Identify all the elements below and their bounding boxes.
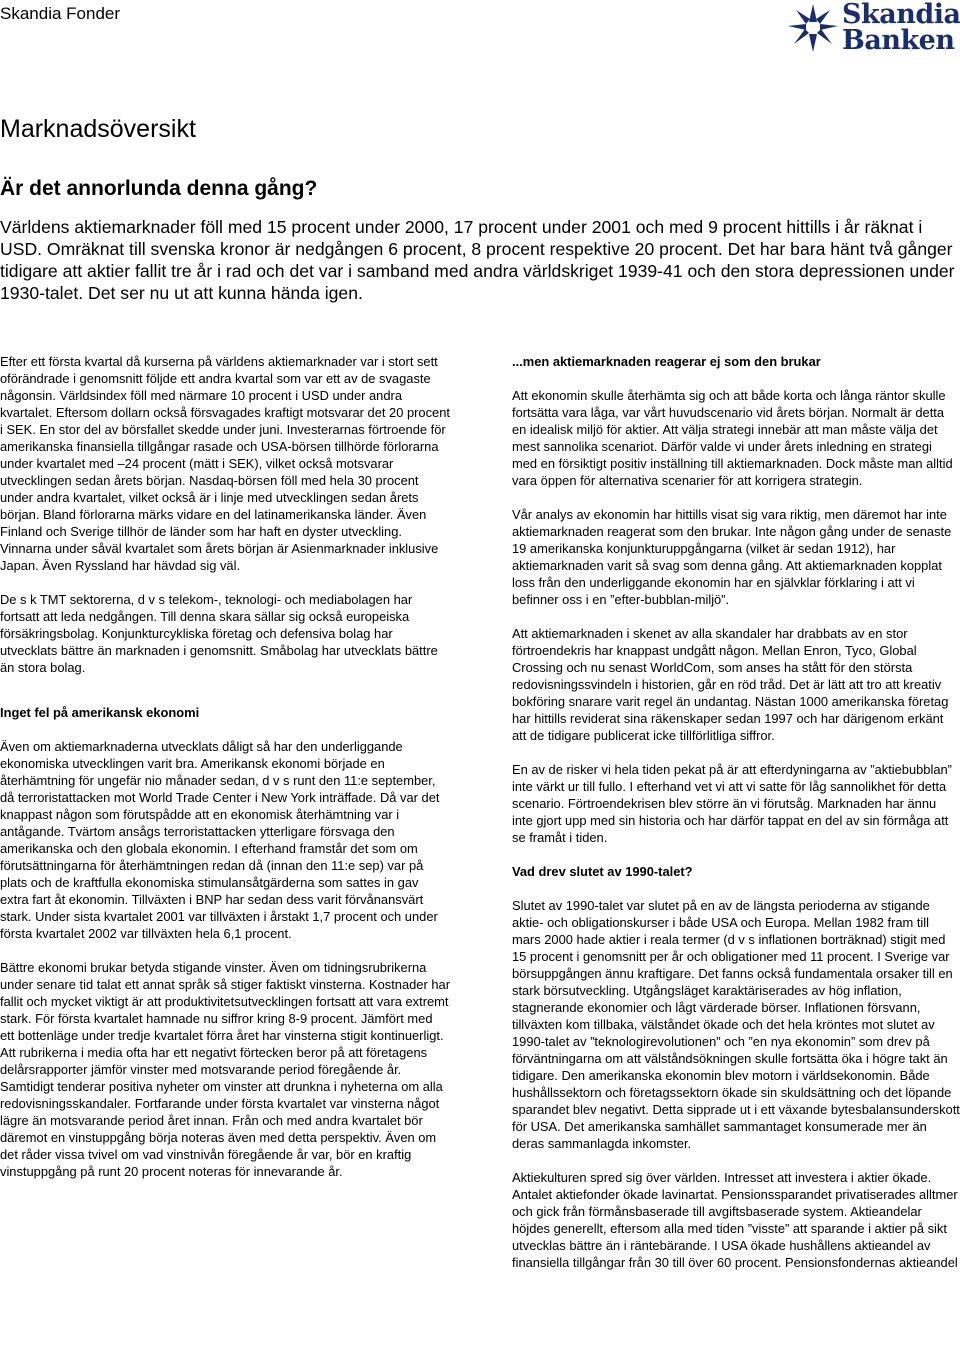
paragraph: Efter ett första kvartal då kurserna på världens aktiemarknader var i stort sett oförändrade i genomsnitt följde ett andra kvartal som var ett av de svagaste någonsin. Världsindex föll med närmare 10 procent i USD under andra kvartalet. Eftersom dollarn också försvagades kraftigt motsvarar det 20 procent i SEK. En stor del av börsfallet skedde under juni. Investerarnas förtroende för amerikanska finansiella tillgångar rasade och USA-börsen tillhörde förlorarna under kvartalet med –24 procent (mätt i SEK), vilket också motsvarar utvecklingen sedan årets början. Nasdaq-börsen föll med hela 30 procent under andra kvartalet, vilket också är i linje med utvecklingen sedan årets början. Bland förlorarna märks vidare en del latinamerikanska länder. Även Finland och Sverige tillhör de länder som har haft en dyster utveckling. Vinnarna under såväl kvartalet som årets början är Asienmarknader inklusive Japan. Även Ryssland har hävdad sig väl. [0, 354, 450, 573]
paragraph: Vår analys av ekonomin har hittills visat sig vara riktig, men däremot har inte aktiemarknaden reagerat som den brukar. Inte någon gång under de senaste 19 amerikanska konjunkturuppgångarna (vilket är sedan 1912), har aktiemarknaden varit så svag som denna gång. Att aktiemarknaden kopplat loss från den underliggande ekonomin har en självklar förklaring i att vi befinner oss i en ”efter-bubblan-miljö”. [512, 507, 952, 607]
paragraph: Att ekonomin skulle återhämta sig och att både korta och långa räntor skulle fortsätta vara låga, var vårt huvudscenario vid årets början. Normalt är detta en idealisk miljö för aktier. Att välja strategi innebär att man måste välja det mest sannolika scenariot. Därför valde vi under årets inledning en strategi med en försiktigt positiv inställning till aktiemarknaden. Dock måste man alltid vara öppen för alternativa scenarier för att korrigera strategin. [512, 388, 953, 488]
page-title: Marknadsöversikt [0, 115, 196, 143]
header-title: Skandia Fonder [0, 4, 121, 23]
star-icon [786, 2, 840, 54]
section-heading: Inget fel på amerikansk ekonomi [0, 705, 200, 720]
paragraph: En av de risker vi hela tiden pekat på är att efterdyningarna av ”aktiebubblan” inte värkt ur till fullo. I efterhand vet vi att vi satte för låg sannolikhet för detta scenario. Förtroendekrisen blev större än vi förutsåg. Marknaden har ännu inte gjort upp med sin historia och har därför tappat en del av sin förmåga att se framåt i tiden. [512, 762, 952, 845]
left-column [0, 353, 450, 1197]
paragraph: Bättre ekonomi brukar betyda stigande vinster. Även om tidningsrubrikerna under senare tid talat ett annat språk så stiger faktiskt vinsterna. Kostnader har fallit och mycket viktigt är att produktivitetsutvecklingen fortsatt att vara extremt stark. För första kvartalet hamnade nu siffror kring 8-9 procent. Jämfört med ett bottenläge under tredje kvartalet förra året har vinsterna stigit kontinuerligt. Att rubrikerna i media ofta har ett negativt förtecken beror på att företagens delårsrapporter jämför vinster med motsvarande period föregående år. Samtidigt tenderar positiva nyheter om vinster att drunkna i nyheterna om alla redovisningsskandaler. Fortfarande under första kvartalet var vinsterna något lägre än motsvarande period året innan. Från och med andra kvartalet bör däremot en vinstuppgång börja noteras även med detta perspektiv. Även om det råder vissa tvivel om vad vinstnivån föregående år var, bör en kraftig vinstuppgång på runt 20 procent noteras för innevarande år. [0, 960, 450, 1179]
paragraph: Att aktiemarknaden i skenet av alla skandaler har drabbats av en stor förtroendekris har knappast undgått någon. Mellan Enron, Tyco, Global Crossing och nu senast WorldCom, som anses ha stått för den största redovisningssvindeln i historien, går en röd tråd. Det är lätt att tro att kreativ bokföring snarare varit regel än undantag. Nästan 1000 amerikanska företag har hittills reviderat sina räkenskaper sedan 1997 och har därigenom erkänt att de tidigare publicerat icke tillförlitliga siffror. [512, 626, 949, 743]
paragraph: Slutet av 1990-talet var slutet på en av de längsta perioderna av stigande aktie- och obligationskurser i både USA och Europa. Mellan 1982 fram till mars 2000 hade aktier i reala termer (d v s inflationen borträknad) stigit med 15 procent i genomsnitt per år och obligationer med 11 procent. I Sverige var börsuppgången ännu kraftigare. Det fanns också fundamentala orsaker till en stark börsutveckling. Utgångsläget karaktäriserades av hög inflation, stagnerande ekonomier och lågt värderade börser. Inflationen försvann, tillväxten kom tillbaka, välståndet ökade och det hela kröntes mot slutet av 1990-talet av ”teknologirevolutionen” och ”en nya ekonomin” som drev på förväntningarna om att välståndsökningen skulle fortsätta öka i högre takt än tidigare. Den amerikanska ekonomin blev motorn i världsekonomin. Både hushållssektorn och företagssektorn ökade sin skuldsättning och det löpande sparandet blev negativt. Detta sipprade ut i ett växande bytesbalansunderskott för USA. Det amerikanska samhället sammantaget konsumerade mer än deras sammanlagda inkomster. [512, 898, 960, 1151]
paragraph: Även om aktiemarknaderna utvecklats dåligt så har den underliggande ekonomiska utvecklingen varit bra. Amerikansk ekonomi började en återhämtning för ungefär nio månader sedan, d v s runt den 11:e september, då terroristattacken mot World Trade Center i New York inträffade. Då var det knappast någon som förutspådde att en ekonomisk återhämtning var i antågande. Tvärtom ansågs terroristattacken ytterligare försvaga den amerikanska och den globala ekonomin. I efterhand framstår det som om förutsättningarna för återhämtningen redan då (innan den 11:e sep) var på plats och de kraftfulla ekonomiska stimulansåtgärderna som sattes in gav extra fart åt ekonomin. Tillväxten i BNP har sedan dess varit förvånansvärt stark. Under sista kvartalet 2001 var tillväxten i årstakt 1,7 procent och under första kvartalet 2002 var tillväxten hela 6,1 procent. [0, 739, 440, 941]
logo-line1: Skandia [842, 0, 960, 30]
logo-text [842, 2, 960, 54]
intro-paragraph: Världens aktiemarknader föll med 15 procent under 2000, 17 procent under 2001 och med 9 procent hittills i år räknat i USD. Omräknat till svenska kronor är nedgången 6 procent, 8 procent respektive 20 procent. Det har bara hänt två gånger tidigare att aktier fallit tre år i rad och det var i samband med andra världskriget 1939-41 och den stora depressionen under 1930-talet. Det ser nu ut att kunna hända igen. [0, 217, 955, 303]
paragraph: De s k TMT sektorerna, d v s telekom-, teknologi- och mediabolagen har fortsatt att leda nedgången. Till denna skara sällar sig också europeiska försäkringsbolag. Konjunkturcykliska företag och defensiva bolag har utvecklats bättre än marknaden i genomsnitt. Småbolag har utvecklats bättre än stora bolag. [0, 592, 438, 675]
section-heading: ...men aktiemarknaden reagerar ej som den brukar [512, 354, 821, 369]
paragraph: Aktiekulturen spred sig över världen. Intresset att investera i aktier ökade. Antalet aktiefonder ökade lavinartat. Pensionssparandet privatiserades alltmer och gick från förmånsbaserade till avgiftsbaserade system. Aktieandelar höjdes generellt, eftersom alla med tiden ”visste” att sparande i aktier på sikt utvecklas bättre än i räntebärande. I USA ökade hushållens aktieandel av finansiella tillgångar från 30 till över 60 procent. Pensionsfondernas aktieandel [512, 1170, 958, 1270]
logo-line2: Banken [842, 25, 955, 56]
section-heading: Vad drev slutet av 1990-talet? [512, 864, 693, 879]
page-subtitle: Är det annorlunda denna gång? [0, 177, 318, 200]
right-column [512, 353, 960, 1288]
skandiabanken-logo [786, 2, 960, 54]
